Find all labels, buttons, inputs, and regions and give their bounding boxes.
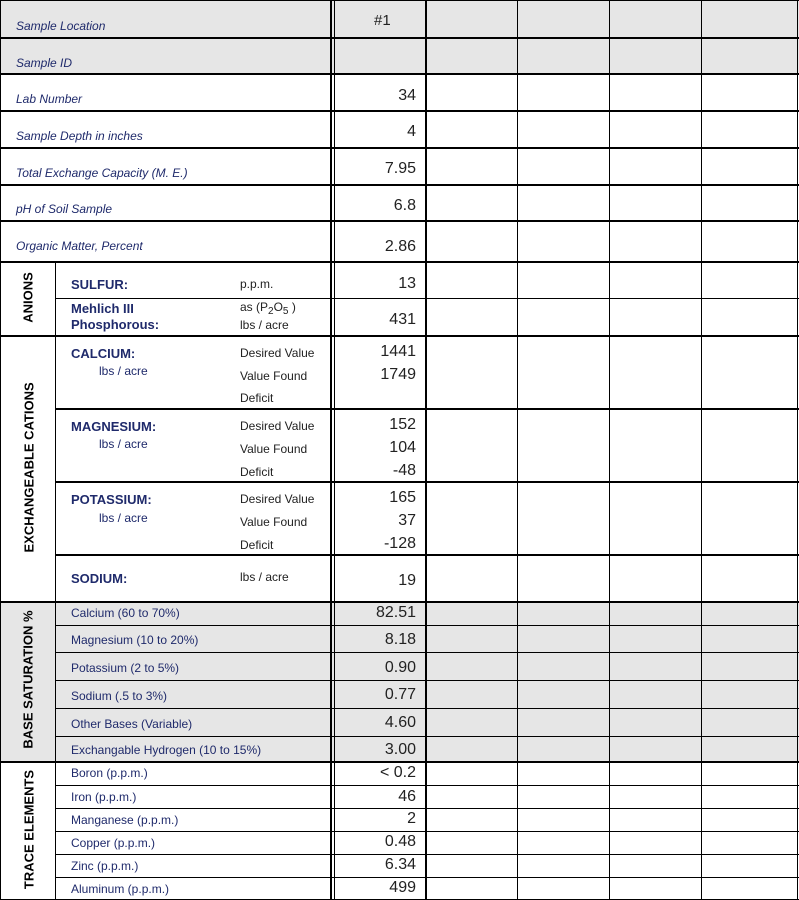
calcium-label: CALCIUM: (71, 346, 136, 361)
ph-label: pH of Soil Sample (16, 202, 113, 216)
trace-copper-label: Copper (p.p.m.) (71, 836, 156, 850)
bs-other-bases-value: 4.60 (384, 714, 416, 731)
trace-aluminum-value: 499 (389, 879, 416, 896)
potassium-unit: lbs / acre (99, 511, 148, 525)
bs-hydrogen-value: 3.00 (384, 741, 416, 758)
trace-boron-label: Boron (p.p.m.) (71, 766, 148, 780)
sulfur-unit: p.p.m. (240, 277, 274, 291)
trace-copper-value: 0.48 (384, 833, 416, 850)
magnesium-found-label: Value Found (240, 442, 308, 456)
phosphorous-label-line2: Phosphorous: (71, 317, 160, 332)
calcium-desired-value: 1441 (380, 343, 416, 360)
magnesium-desired-label: Desired Value (240, 419, 315, 433)
potassium-found-label: Value Found (240, 515, 308, 529)
calcium-found-value: 1749 (380, 366, 416, 383)
sodium-label: SODIUM: (71, 571, 128, 586)
potassium-label: POTASSIUM: (71, 492, 152, 507)
sulfur-value: 13 (398, 275, 416, 292)
base-saturation-band (0, 602, 799, 762)
bs-other-bases-label: Other Bases (Variable) (71, 717, 193, 731)
organic-matter-label: Organic Matter, Percent (16, 239, 143, 253)
trace-manganese-value: 2 (407, 810, 416, 827)
sodium-unit: lbs / acre (240, 570, 289, 584)
bs-potassium-label: Potassium (2 to 5%) (71, 661, 180, 675)
tec-label: Total Exchange Capacity (M. E.) (16, 166, 188, 180)
trace-aluminum-label: Aluminum (p.p.m.) (71, 882, 170, 896)
sample-location-label: Sample Location (16, 19, 106, 33)
bs-calcium-value: 82.51 (375, 604, 416, 621)
trace-iron-value: 46 (398, 788, 416, 805)
phosphorous-unit-line2: lbs / acre (240, 318, 289, 332)
sample-depth-value: 4 (407, 123, 416, 140)
potassium-deficit-value: -128 (383, 535, 416, 552)
organic-matter-value: 2.86 (384, 238, 416, 255)
bs-magnesium-value: 8.18 (384, 631, 416, 648)
bs-hydrogen-label: Exchangable Hydrogen (10 to 15%) (71, 743, 262, 757)
sample-id-label: Sample ID (16, 56, 73, 70)
trace-zinc-value: 6.34 (384, 856, 416, 873)
bs-calcium-label: Calcium (60 to 70%) (71, 606, 180, 620)
bs-sodium-value: 0.77 (384, 686, 416, 703)
calcium-desired-label: Desired Value (240, 346, 315, 360)
anions-section-label: ANIONS (20, 272, 36, 323)
magnesium-found-value: 104 (389, 439, 416, 456)
trace-boron-value: < 0.2 (379, 764, 416, 781)
phosphorous-label-line1: Mehlich III (71, 301, 134, 316)
lab-number-value: 34 (398, 87, 416, 104)
potassium-found-value: 37 (398, 512, 416, 529)
magnesium-deficit-label: Deficit (240, 465, 274, 479)
bs-magnesium-label: Magnesium (10 to 20%) (71, 633, 199, 647)
magnesium-label: MAGNESIUM: (71, 419, 157, 434)
magnesium-desired-value: 152 (389, 416, 416, 433)
sample-depth-label: Sample Depth in inches (16, 129, 143, 143)
magnesium-deficit-value: -48 (392, 462, 416, 479)
cations-section-label: EXCHANGEABLE CATIONS (21, 382, 37, 553)
lab-number-label: Lab Number (16, 92, 83, 106)
sodium-value: 19 (398, 572, 416, 589)
trace-elements-section-label: TRACE ELEMENTS (21, 769, 37, 890)
phosphorous-unit: as ($P_2O_5$ ) (240, 300, 296, 317)
trace-manganese-label: Manganese (p.p.m.) (71, 813, 179, 827)
base-saturation-section-label: BASE SATURATION % (20, 610, 36, 749)
potassium-desired-value: 165 (389, 489, 416, 506)
potassium-deficit-label: Deficit (240, 538, 274, 552)
tec-value: 7.95 (384, 160, 416, 177)
calcium-found-label: Value Found (240, 369, 308, 383)
ph-value: 6.8 (393, 197, 416, 214)
potassium-desired-label: Desired Value (240, 492, 315, 506)
sample-number: #1 (374, 12, 391, 29)
bs-potassium-value: 0.90 (384, 659, 416, 676)
magnesium-unit: lbs / acre (99, 437, 148, 451)
sulfur-label: SULFUR: (71, 277, 129, 292)
phosphorous-value: 431 (389, 311, 416, 328)
trace-zinc-label: Zinc (p.p.m.) (71, 859, 139, 873)
calcium-deficit-label: Deficit (240, 391, 274, 405)
calcium-unit: lbs / acre (99, 364, 148, 378)
trace-iron-label: Iron (p.p.m.) (71, 790, 137, 804)
bs-sodium-label: Sodium (.5 to 3%) (71, 689, 168, 703)
